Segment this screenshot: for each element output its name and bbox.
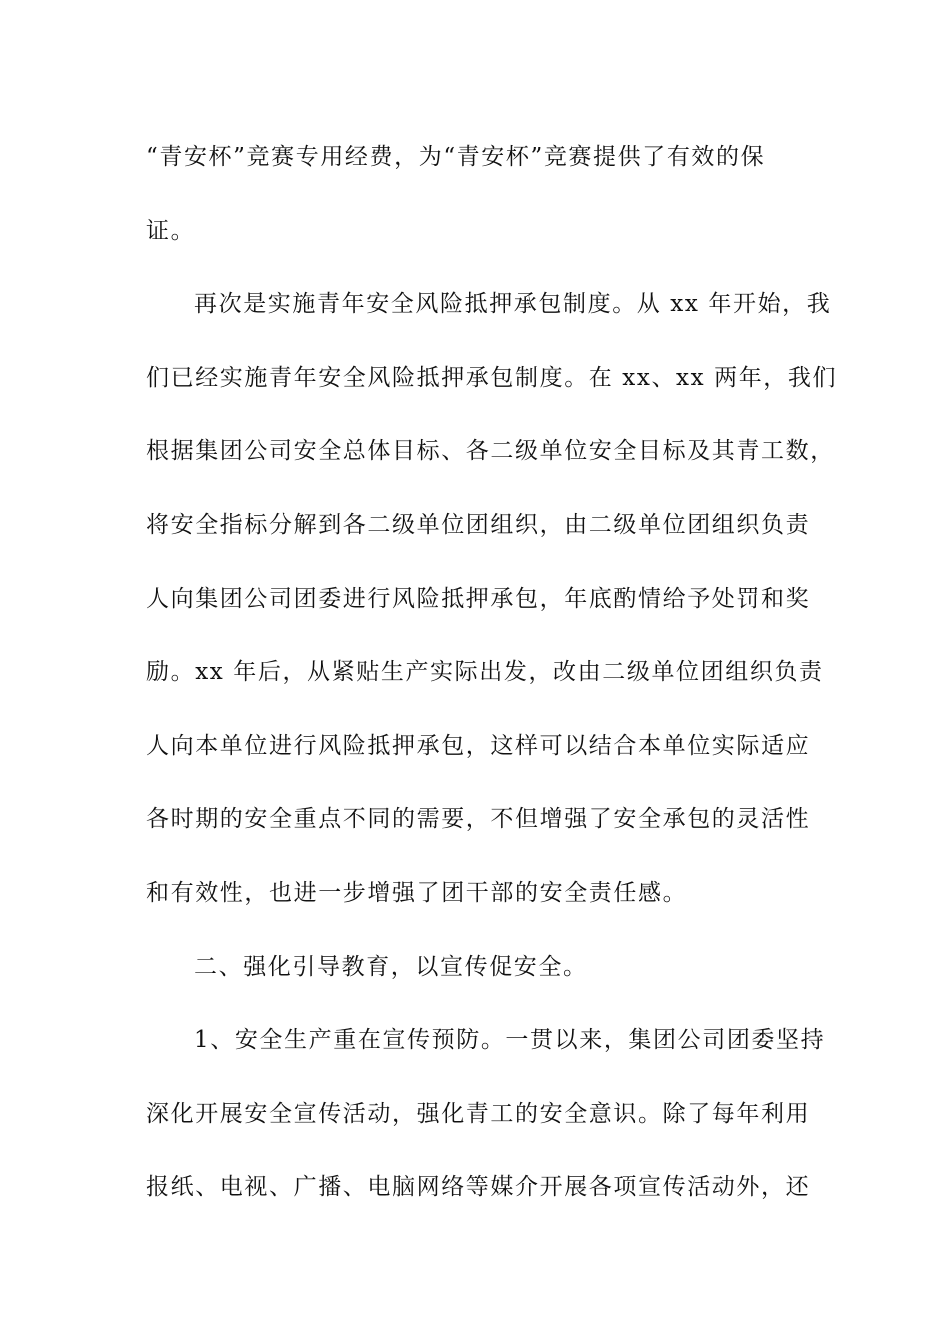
section-heading: 二、强化引导教育，以宣传促安全。 bbox=[194, 953, 588, 980]
text-line: 根据集团公司安全总体目标、各二级单位安全目标及其青工数， bbox=[146, 438, 835, 465]
text-line: 1、安全生产重在宣传预防。一贯以来，集团公司团委坚持 bbox=[194, 1027, 826, 1054]
text-line: 人向本单位进行风险抵押承包，这样可以结合本单位实际适应 bbox=[146, 732, 811, 759]
text-line: 和有效性，也进一步增强了团干部的安全责任感。 bbox=[146, 879, 688, 906]
text-line: “青安杯”竞赛专用经费，为“青安杯”竞赛提供了有效的保 bbox=[146, 144, 766, 170]
text-line: 将安全指标分解到各二级单位团组织，由二级单位团组织负责 bbox=[146, 511, 811, 538]
text-line: 再次是实施青年安全风险抵押承包制度。从 xx 年开始，我 bbox=[194, 291, 832, 318]
text-line: 证。 bbox=[146, 217, 196, 244]
text-line: 人向集团公司团委进行风险抵押承包，年底酌情给予处罚和奖 bbox=[146, 585, 811, 612]
text-line: 各时期的安全重点不同的需要，不但增强了安全承包的灵活性 bbox=[146, 806, 811, 833]
body-text bbox=[146, 121, 838, 1225]
text-line: 深化开展安全宣传活动，强化青工的安全意识。除了每年利用 bbox=[146, 1100, 811, 1127]
text-line: 报纸、电视、广播、电脑网络等媒介开展各项宣传活动外，还 bbox=[146, 1174, 811, 1201]
text-line: 励。xx 年后，从紧贴生产实际出发，改由二级单位团组织负责 bbox=[146, 659, 824, 686]
text-line: 们已经实施青年安全风险抵押承包制度。在 xx、xx 两年，我们 bbox=[146, 364, 838, 391]
